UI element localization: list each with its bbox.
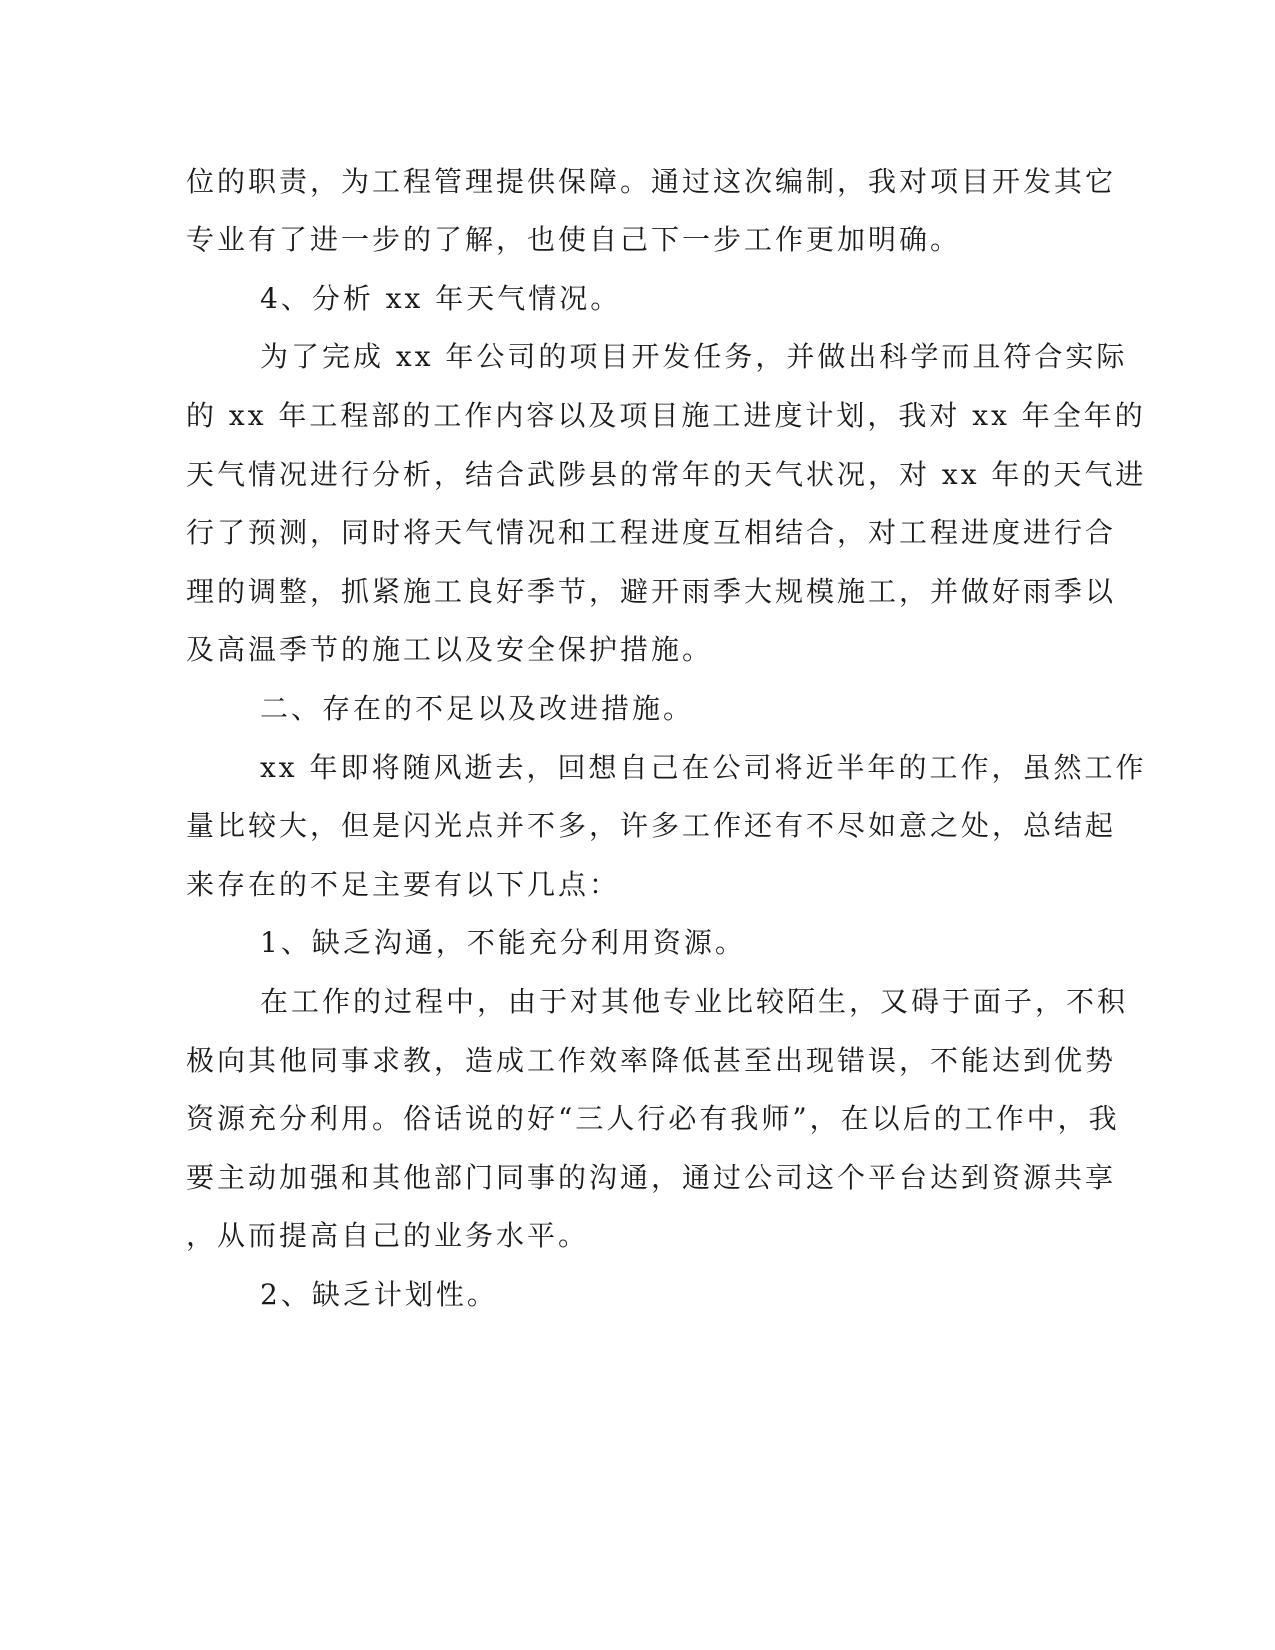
section-heading: 1、缺乏沟通，不能充分利用资源。 bbox=[260, 926, 746, 959]
paragraph-line: 专业有了进一步的了解，也使自己下一步工作更加明确。 bbox=[186, 223, 962, 256]
paragraph-line: 及高温季节的施工以及安全保护措施。 bbox=[186, 633, 714, 666]
paragraph-line: 理的调整，抓紧施工良好季节，避开雨季大规模施工，并做好雨季以 bbox=[186, 575, 1117, 608]
paragraph-line: xx 年即将随风逝去，回想自己在公司将近半年的工作，虽然工作 bbox=[260, 751, 1147, 784]
paragraph-line: 资源充分利用。俗话说的好“三人行必有我师”，在以后的工作中，我 bbox=[186, 1102, 1120, 1135]
paragraph-line: 天气情况进行分析，结合武陟县的常年的天气状况，对 xx 年的天气进 bbox=[186, 458, 1147, 491]
paragraph-line: 为了完成 xx 年公司的项目开发任务，并做出科学而且符合实际 bbox=[260, 340, 1128, 373]
paragraph-line: 要主动加强和其他部门同事的沟通，通过公司这个平台达到资源共享 bbox=[186, 1161, 1117, 1194]
paragraph-line: 在工作的过程中，由于对其他专业比较陌生，又碍于面子，不积 bbox=[260, 985, 1129, 1018]
paragraph-line: 行了预测，同时将天气情况和工程进度互相结合，对工程进度进行合 bbox=[186, 516, 1117, 549]
paragraph-line: ，从而提高自己的业务水平。 bbox=[186, 1219, 590, 1252]
paragraph-line: 位的职责，为工程管理提供保障。通过这次编制，我对项目开发其它 bbox=[186, 165, 1117, 198]
section-heading: 4、分析 xx 年天气情况。 bbox=[260, 282, 622, 315]
section-heading: 二、存在的不足以及改进措施。 bbox=[260, 692, 695, 725]
paragraph-line: 极向其他同事求教，造成工作效率降低甚至出现错误，不能达到优势 bbox=[186, 1044, 1117, 1077]
paragraph-line: 量比较大，但是闪光点并不多，许多工作还有不尽如意之处，总结起 bbox=[186, 809, 1117, 842]
paragraph-line: 的 xx 年工程部的工作内容以及项目施工进度计划，我对 xx 年全年的 bbox=[186, 399, 1146, 432]
paragraph-line: 来存在的不足主要有以下几点： bbox=[186, 868, 621, 901]
section-heading: 2、缺乏计划性。 bbox=[260, 1278, 498, 1311]
